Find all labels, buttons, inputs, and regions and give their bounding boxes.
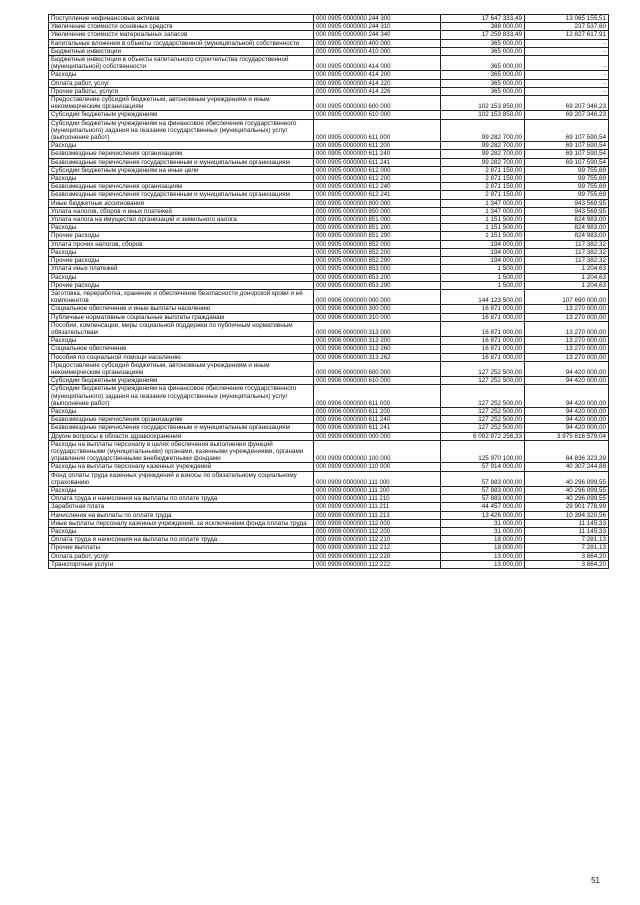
row-code-cell: 000 0909 0000000 112 222 — [314, 560, 441, 568]
row-name-cell: Заработная плата — [49, 503, 314, 511]
table-row — [49, 216, 609, 224]
row-actual-value-cell: 107 690 000,00 — [525, 289, 609, 304]
row-name-cell: Расходы на выплаты персоналу казенных учреждений — [49, 463, 314, 471]
row-actual-value-cell: 94 420 000,00 — [525, 407, 609, 415]
row-name-cell: Расходы — [49, 273, 314, 281]
row-code-cell: 000 0909 0000000 111 211 — [314, 503, 441, 511]
row-name-cell: Прочие выплаты — [49, 544, 314, 552]
row-name-cell: Пособия, компенсации, меры социальной поддержки по публичным нормативным обязательствам — [49, 321, 314, 336]
row-actual-value-cell: 13 270 000,00 — [525, 345, 609, 353]
row-name-cell: Прочие расходы — [49, 257, 314, 265]
row-plan-value-cell: 1 347 000,00 — [441, 199, 525, 207]
row-actual-value-cell: 1 204,63 — [525, 273, 609, 281]
row-name-cell: Поступление нефинансовых активов — [49, 15, 314, 23]
row-plan-value-cell: 1 500,00 — [441, 281, 525, 289]
table-row — [49, 407, 609, 415]
row-plan-value-cell: 31 000,00 — [441, 528, 525, 536]
table-row — [49, 552, 609, 560]
row-name-cell: Расходы — [49, 407, 314, 415]
row-actual-value-cell: 13 270 000,00 — [525, 353, 609, 361]
row-name-cell: Безвозмездные перечисления организациям — [49, 150, 314, 158]
row-name-cell: Иные бюджетные ассигнования — [49, 199, 314, 207]
row-code-cell: 000 0905 0000000 414 200 — [314, 71, 441, 79]
row-actual-value-cell: 94 420 000,00 — [525, 416, 609, 424]
table-row — [49, 471, 609, 486]
row-actual-value-cell: 40 296 099,55 — [525, 486, 609, 494]
row-plan-value-cell: 17 647 333,49 — [441, 15, 525, 23]
row-actual-value-cell: 13 270 000,00 — [525, 305, 609, 313]
table-row — [49, 56, 609, 71]
row-actual-value-cell: 11 145,33 — [525, 528, 609, 536]
row-plan-value-cell: 365 000,00 — [441, 47, 525, 55]
row-code-cell: 000 0906 0000000 313 262 — [314, 353, 441, 361]
table-row — [49, 23, 609, 31]
table-row — [49, 183, 609, 191]
budget-table-body — [49, 15, 609, 569]
table-row — [49, 166, 609, 174]
row-code-cell: 000 0905 0000000 852 200 — [314, 248, 441, 256]
page-number: 51 — [591, 876, 600, 885]
row-plan-value-cell: 16 871 000,00 — [441, 345, 525, 353]
table-row — [49, 560, 609, 568]
row-actual-value-cell: 943 569,95 — [525, 207, 609, 215]
row-name-cell: Безвозмездные перечисления организациям — [49, 183, 314, 191]
row-actual-value-cell: - — [525, 47, 609, 55]
row-plan-value-cell: 99 282 700,00 — [441, 150, 525, 158]
row-actual-value-cell: - — [525, 79, 609, 87]
table-row — [49, 119, 609, 142]
table-row — [49, 321, 609, 336]
table-row — [49, 158, 609, 166]
row-name-cell: Расходы — [49, 71, 314, 79]
table-row — [49, 486, 609, 494]
row-code-cell: 000 0905 0000000 611 240 — [314, 150, 441, 158]
row-plan-value-cell: 16 871 000,00 — [441, 337, 525, 345]
row-code-cell: 000 0905 0000000 611 000 — [314, 119, 441, 142]
row-plan-value-cell: 13 000,00 — [441, 560, 525, 568]
row-code-cell: 000 0906 0000000 300 000 — [314, 305, 441, 313]
row-code-cell: 000 0905 0000000 851 290 — [314, 232, 441, 240]
row-name-cell: Предоставление субсидий бюджетным, автономным учреждениям и иным некоммерческим организациям — [49, 96, 314, 111]
row-plan-value-cell: 2 871 150,00 — [441, 166, 525, 174]
row-plan-value-cell: 127 252 500,00 — [441, 424, 525, 432]
row-plan-value-cell: 6 002 972 256,33 — [441, 432, 525, 440]
row-code-cell: 000 0909 0000000 112 212 — [314, 544, 441, 552]
row-actual-value-cell: 824 983,00 — [525, 216, 609, 224]
row-code-cell: 000 0905 0000000 612 241 — [314, 191, 441, 199]
row-code-cell: 000 0909 0000000 110 000 — [314, 463, 441, 471]
row-actual-value-cell: 117 382,32 — [525, 240, 609, 248]
row-name-cell: Иные выплаты персоналу казенных учреждений, за исключением фонда оплаты труда — [49, 519, 314, 527]
row-plan-value-cell: 13 426 000,00 — [441, 511, 525, 519]
row-actual-value-cell: 94 420 000,00 — [525, 361, 609, 376]
row-plan-value-cell: 17 259 833,49 — [441, 31, 525, 39]
row-plan-value-cell: 57 883 000,00 — [441, 495, 525, 503]
row-plan-value-cell: 16 871 000,00 — [441, 313, 525, 321]
row-name-cell: Другие вопросы в области здравоохранения — [49, 432, 314, 440]
table-row — [49, 289, 609, 304]
table-row — [49, 15, 609, 23]
table-row — [49, 257, 609, 265]
row-code-cell: 000 0906 0000000 611 200 — [314, 407, 441, 415]
row-code-cell: 000 0905 0000000 612 240 — [314, 183, 441, 191]
table-row — [49, 79, 609, 87]
row-code-cell: 000 0909 0000000 000 000 — [314, 432, 441, 440]
table-row — [49, 142, 609, 150]
row-code-cell: 000 0906 0000000 313 200 — [314, 337, 441, 345]
row-code-cell: 000 0905 0000000 611 241 — [314, 158, 441, 166]
row-code-cell: 000 0909 0000000 111 213 — [314, 511, 441, 519]
row-name-cell: Прочие работы, услуги — [49, 87, 314, 95]
row-plan-value-cell: 31 000,00 — [441, 519, 525, 527]
row-name-cell: Транспортные услуги — [49, 560, 314, 568]
table-row — [49, 528, 609, 536]
row-actual-value-cell: 3 864,20 — [525, 560, 609, 568]
row-name-cell: Безвозмездные перечисления государственным и муниципальным организациям — [49, 191, 314, 199]
row-actual-value-cell: 11 145,33 — [525, 519, 609, 527]
row-plan-value-cell: 99 282 700,00 — [441, 158, 525, 166]
row-plan-value-cell: 2 871 150,00 — [441, 175, 525, 183]
table-row — [49, 416, 609, 424]
row-code-cell: 000 0909 0000000 111 000 — [314, 471, 441, 486]
row-code-cell: 000 0905 0000000 244 340 — [314, 31, 441, 39]
row-plan-value-cell: 194 000,00 — [441, 257, 525, 265]
table-row — [49, 519, 609, 527]
row-name-cell: Предоставление субсидий бюджетным, автономным учреждениям и иным некоммерческим организациям — [49, 361, 314, 376]
row-name-cell: Уплата налога на имущество организаций и земельного налога — [49, 216, 314, 224]
row-plan-value-cell: 2 871 150,00 — [441, 191, 525, 199]
row-name-cell: Оплата работ, услуг — [49, 552, 314, 560]
row-code-cell: 000 0905 0000000 850 000 — [314, 207, 441, 215]
table-row — [49, 248, 609, 256]
row-name-cell: Уплата прочих налогов, сборов — [49, 240, 314, 248]
row-name-cell: Бюджетные инвестиции в объекты капитального строительства государственной (муниципальной) собственности — [49, 56, 314, 71]
row-actual-value-cell: 13 270 000,00 — [525, 337, 609, 345]
table-row — [49, 111, 609, 119]
row-plan-value-cell: 16 871 000,00 — [441, 305, 525, 313]
row-actual-value-cell: 40 307 244,88 — [525, 463, 609, 471]
table-row — [49, 47, 609, 55]
row-actual-value-cell: 13 270 000,00 — [525, 321, 609, 336]
table-row — [49, 207, 609, 215]
row-plan-value-cell: 18 000,00 — [441, 536, 525, 544]
table-row — [49, 503, 609, 511]
row-plan-value-cell: 102 153 850,00 — [441, 111, 525, 119]
row-plan-value-cell: 44 457 000,00 — [441, 503, 525, 511]
row-actual-value-cell: - — [525, 56, 609, 71]
row-code-cell: 000 0905 0000000 600 000 — [314, 96, 441, 111]
budget-report-sheet — [48, 14, 604, 569]
table-row — [49, 424, 609, 432]
row-name-cell: Фонд оплаты труда казенных учреждений и взносы по обязательному социальному страхованию — [49, 471, 314, 486]
table-row — [49, 544, 609, 552]
table-row — [49, 31, 609, 39]
row-name-cell: Расходы — [49, 248, 314, 256]
row-code-cell: 000 0909 0000000 112 210 — [314, 536, 441, 544]
row-actual-value-cell: 12 827 617,91 — [525, 31, 609, 39]
row-actual-value-cell: 29 901 778,99 — [525, 503, 609, 511]
row-actual-value-cell: 10 394 320,56 — [525, 511, 609, 519]
row-actual-value-cell: 824 983,00 — [525, 232, 609, 240]
table-row — [49, 345, 609, 353]
row-plan-value-cell: 194 000,00 — [441, 240, 525, 248]
table-row — [49, 150, 609, 158]
row-name-cell: Уплата иных платежей — [49, 265, 314, 273]
row-plan-value-cell: 2 871 150,00 — [441, 183, 525, 191]
row-name-cell: Заготовка, переработка, хранение и обеспечение безопасности донорской крови и её компонентов — [49, 289, 314, 304]
row-code-cell: 000 0909 0000000 111 200 — [314, 486, 441, 494]
row-plan-value-cell: 57 914 000,00 — [441, 463, 525, 471]
row-code-cell: 000 0905 0000000 800 000 — [314, 199, 441, 207]
row-name-cell: Увеличение стоимости основных средств — [49, 23, 314, 31]
row-actual-value-cell: - — [525, 71, 609, 79]
row-code-cell: 000 0906 0000000 610 000 — [314, 377, 441, 385]
row-code-cell: 000 0905 0000000 400 000 — [314, 39, 441, 47]
row-actual-value-cell: 69 107 590,54 — [525, 142, 609, 150]
table-row — [49, 265, 609, 273]
row-actual-value-cell: 237 537,60 — [525, 23, 609, 31]
row-code-cell: 000 0905 0000000 612 000 — [314, 166, 441, 174]
row-code-cell: 000 0906 0000000 611 240 — [314, 416, 441, 424]
row-actual-value-cell: - — [525, 87, 609, 95]
table-row — [49, 273, 609, 281]
row-code-cell: 000 0905 0000000 612 200 — [314, 175, 441, 183]
row-code-cell: 000 0905 0000000 853 290 — [314, 281, 441, 289]
row-actual-value-cell: 40 296 099,55 — [525, 471, 609, 486]
row-plan-value-cell: 365 000,00 — [441, 71, 525, 79]
row-name-cell: Расходы — [49, 142, 314, 150]
row-actual-value-cell: 3 864,20 — [525, 552, 609, 560]
row-plan-value-cell: 99 282 700,00 — [441, 119, 525, 142]
row-name-cell: Прочие расходы — [49, 232, 314, 240]
row-actual-value-cell: 13 270 000,00 — [525, 313, 609, 321]
row-code-cell: 000 0906 0000000 600 000 — [314, 361, 441, 376]
row-plan-value-cell: 365 000,00 — [441, 39, 525, 47]
row-plan-value-cell: 1 151 500,00 — [441, 232, 525, 240]
row-name-cell: Безвозмездные перечисления государственным и муниципальным организациям — [49, 424, 314, 432]
row-plan-value-cell: 194 000,00 — [441, 248, 525, 256]
row-code-cell: 000 0909 0000000 112 200 — [314, 528, 441, 536]
row-code-cell: 000 0905 0000000 853 200 — [314, 273, 441, 281]
row-name-cell: Уплата налогов, сборов и иных платежей — [49, 207, 314, 215]
row-name-cell: Расходы — [49, 224, 314, 232]
row-code-cell: 000 0909 0000000 100 000 — [314, 440, 441, 463]
row-plan-value-cell: 57 883 000,00 — [441, 486, 525, 494]
row-actual-value-cell: 7 281,13 — [525, 544, 609, 552]
row-name-cell: Субсидии бюджетным учреждениям на финансовое обеспечение государственного (муниципального) задания на оказание государственных (муниципальных) услуг (выполнение работ) — [49, 119, 314, 142]
row-name-cell: Социальное обеспечение — [49, 345, 314, 353]
table-row — [49, 175, 609, 183]
row-name-cell: Расходы — [49, 175, 314, 183]
table-row — [49, 440, 609, 463]
row-name-cell: Расходы — [49, 528, 314, 536]
row-actual-value-cell: 69 107 590,54 — [525, 119, 609, 142]
row-plan-value-cell: 57 883 000,00 — [441, 471, 525, 486]
row-code-cell: 000 0905 0000000 851 000 — [314, 216, 441, 224]
row-actual-value-cell: 13 065 155,51 — [525, 15, 609, 23]
row-name-cell: Безвозмездные перечисления государственным и муниципальным организациям — [49, 158, 314, 166]
table-row — [49, 191, 609, 199]
table-row — [49, 511, 609, 519]
row-code-cell: 000 0906 0000000 000 000 — [314, 289, 441, 304]
table-row — [49, 385, 609, 408]
row-plan-value-cell: 1 151 500,00 — [441, 216, 525, 224]
row-code-cell: 000 0909 0000000 112 220 — [314, 552, 441, 560]
row-plan-value-cell: 1 500,00 — [441, 265, 525, 273]
row-name-cell: Расходы на выплаты персоналу в целях обеспечения выполнения функций государственными (муниципальными) органами, казенными учреждениями, органами управления государственными внебюджетными фондами — [49, 440, 314, 463]
table-row — [49, 432, 609, 440]
row-code-cell: 000 0905 0000000 851 200 — [314, 224, 441, 232]
row-code-cell: 000 0909 0000000 112 000 — [314, 519, 441, 527]
row-code-cell: 000 0906 0000000 313 260 — [314, 345, 441, 353]
table-row — [49, 240, 609, 248]
row-code-cell: 000 0909 0000000 111 210 — [314, 495, 441, 503]
row-actual-value-cell: 1 204,63 — [525, 281, 609, 289]
row-plan-value-cell: 16 871 000,00 — [441, 353, 525, 361]
table-row — [49, 337, 609, 345]
row-actual-value-cell: 943 569,95 — [525, 199, 609, 207]
row-name-cell: Увеличение стоимости материальных запасов — [49, 31, 314, 39]
row-actual-value-cell: 824 983,00 — [525, 224, 609, 232]
row-actual-value-cell: 40 296 099,55 — [525, 495, 609, 503]
row-plan-value-cell: 18 000,00 — [441, 544, 525, 552]
row-code-cell: 000 0905 0000000 611 200 — [314, 142, 441, 150]
row-name-cell: Прочие расходы — [49, 281, 314, 289]
row-name-cell: Оплата труда и начисления на выплаты по оплате труда — [49, 536, 314, 544]
row-code-cell: 000 0905 0000000 414 000 — [314, 56, 441, 71]
row-plan-value-cell: 1 347 000,00 — [441, 207, 525, 215]
table-row — [49, 96, 609, 111]
row-plan-value-cell: 127 252 500,00 — [441, 377, 525, 385]
row-actual-value-cell: 117 382,32 — [525, 248, 609, 256]
row-actual-value-cell: 84 836 323,39 — [525, 440, 609, 463]
row-plan-value-cell: 127 252 500,00 — [441, 407, 525, 415]
table-row — [49, 281, 609, 289]
row-actual-value-cell: 117 382,32 — [525, 257, 609, 265]
row-actual-value-cell: 99 755,69 — [525, 183, 609, 191]
table-row — [49, 536, 609, 544]
row-code-cell: 000 0906 0000000 611 241 — [314, 424, 441, 432]
row-code-cell: 000 0905 0000000 414 220 — [314, 79, 441, 87]
row-plan-value-cell: 127 252 500,00 — [441, 416, 525, 424]
row-plan-value-cell: 144 123 500,00 — [441, 289, 525, 304]
row-name-cell: Субсидии бюджетным учреждениям — [49, 377, 314, 385]
row-actual-value-cell: 94 420 000,00 — [525, 385, 609, 408]
row-plan-value-cell: 16 871 000,00 — [441, 321, 525, 336]
table-row — [49, 313, 609, 321]
row-code-cell: 000 0905 0000000 244 300 — [314, 15, 441, 23]
row-plan-value-cell: 99 282 700,00 — [441, 142, 525, 150]
row-name-cell: Субсидии бюджетным учреждениям на иные цели — [49, 166, 314, 174]
row-code-cell: 000 0905 0000000 410 000 — [314, 47, 441, 55]
row-name-cell: Субсидии бюджетным учреждениям на финансовое обеспечение государственного (муниципального) задания на оказание государственных (муниципальных) услуг (выполнение работ) — [49, 385, 314, 408]
table-row — [49, 463, 609, 471]
row-code-cell: 000 0905 0000000 244 310 — [314, 23, 441, 31]
row-code-cell: 000 0905 0000000 414 226 — [314, 87, 441, 95]
row-actual-value-cell: 99 755,69 — [525, 191, 609, 199]
row-plan-value-cell: 127 252 500,00 — [441, 385, 525, 408]
row-plan-value-cell: 365 000,00 — [441, 79, 525, 87]
table-row — [49, 377, 609, 385]
row-actual-value-cell: 99 755,69 — [525, 175, 609, 183]
row-code-cell: 000 0906 0000000 611 000 — [314, 385, 441, 408]
row-actual-value-cell: 99 755,69 — [525, 166, 609, 174]
row-name-cell: Бюджетные инвестиции — [49, 47, 314, 55]
row-plan-value-cell: 365 000,00 — [441, 56, 525, 71]
row-actual-value-cell: 69 107 590,54 — [525, 158, 609, 166]
row-actual-value-cell: 69 207 346,23 — [525, 111, 609, 119]
table-row — [49, 199, 609, 207]
row-name-cell: Публичные нормативные социальные выплаты гражданам — [49, 313, 314, 321]
table-row — [49, 39, 609, 47]
row-code-cell: 000 0906 0000000 313 000 — [314, 321, 441, 336]
row-actual-value-cell: 94 420 000,00 — [525, 377, 609, 385]
row-plan-value-cell: 1 151 500,00 — [441, 224, 525, 232]
row-actual-value-cell: - — [525, 39, 609, 47]
table-row — [49, 361, 609, 376]
row-name-cell: Расходы — [49, 486, 314, 494]
table-row — [49, 87, 609, 95]
table-row — [49, 71, 609, 79]
row-name-cell: Оплата труда и начисления на выплаты по оплате труда — [49, 495, 314, 503]
row-name-cell: Расходы — [49, 337, 314, 345]
row-actual-value-cell: 7 281,13 — [525, 536, 609, 544]
row-plan-value-cell: 13 000,00 — [441, 552, 525, 560]
row-code-cell: 000 0905 0000000 852 000 — [314, 240, 441, 248]
table-row — [49, 305, 609, 313]
row-name-cell: Безвозмездные перечисления организациям — [49, 416, 314, 424]
row-name-cell: Начисления на выплаты по оплате труда — [49, 511, 314, 519]
row-actual-value-cell: 3 975 816 579,04 — [525, 432, 609, 440]
row-name-cell: Пособия по социальной помощи населению — [49, 353, 314, 361]
row-code-cell: 000 0905 0000000 853 000 — [314, 265, 441, 273]
row-name-cell: Социальное обеспечение и иные выплаты населению — [49, 305, 314, 313]
table-row — [49, 232, 609, 240]
row-name-cell: Капитальные вложения в объекты государственной (муниципальной) собственности — [49, 39, 314, 47]
row-name-cell: Субсидии бюджетным учреждениям — [49, 111, 314, 119]
row-code-cell: 000 0905 0000000 610 000 — [314, 111, 441, 119]
row-plan-value-cell: 125 970 100,00 — [441, 440, 525, 463]
row-name-cell: Оплата работ, услуг — [49, 79, 314, 87]
row-code-cell: 000 0905 0000000 852 290 — [314, 257, 441, 265]
row-code-cell: 000 0906 0000000 310 000 — [314, 313, 441, 321]
row-plan-value-cell: 365 000,00 — [441, 87, 525, 95]
row-actual-value-cell: 69 207 346,23 — [525, 96, 609, 111]
table-row — [49, 224, 609, 232]
row-plan-value-cell: 102 153 850,00 — [441, 96, 525, 111]
row-actual-value-cell: 69 107 590,54 — [525, 150, 609, 158]
table-row — [49, 495, 609, 503]
row-actual-value-cell: 1 204,63 — [525, 265, 609, 273]
row-actual-value-cell: 94 420 000,00 — [525, 424, 609, 432]
table-row — [49, 353, 609, 361]
row-plan-value-cell: 127 252 500,00 — [441, 361, 525, 376]
row-plan-value-cell: 1 500,00 — [441, 273, 525, 281]
row-plan-value-cell: 388 000,00 — [441, 23, 525, 31]
budget-table — [48, 14, 609, 569]
